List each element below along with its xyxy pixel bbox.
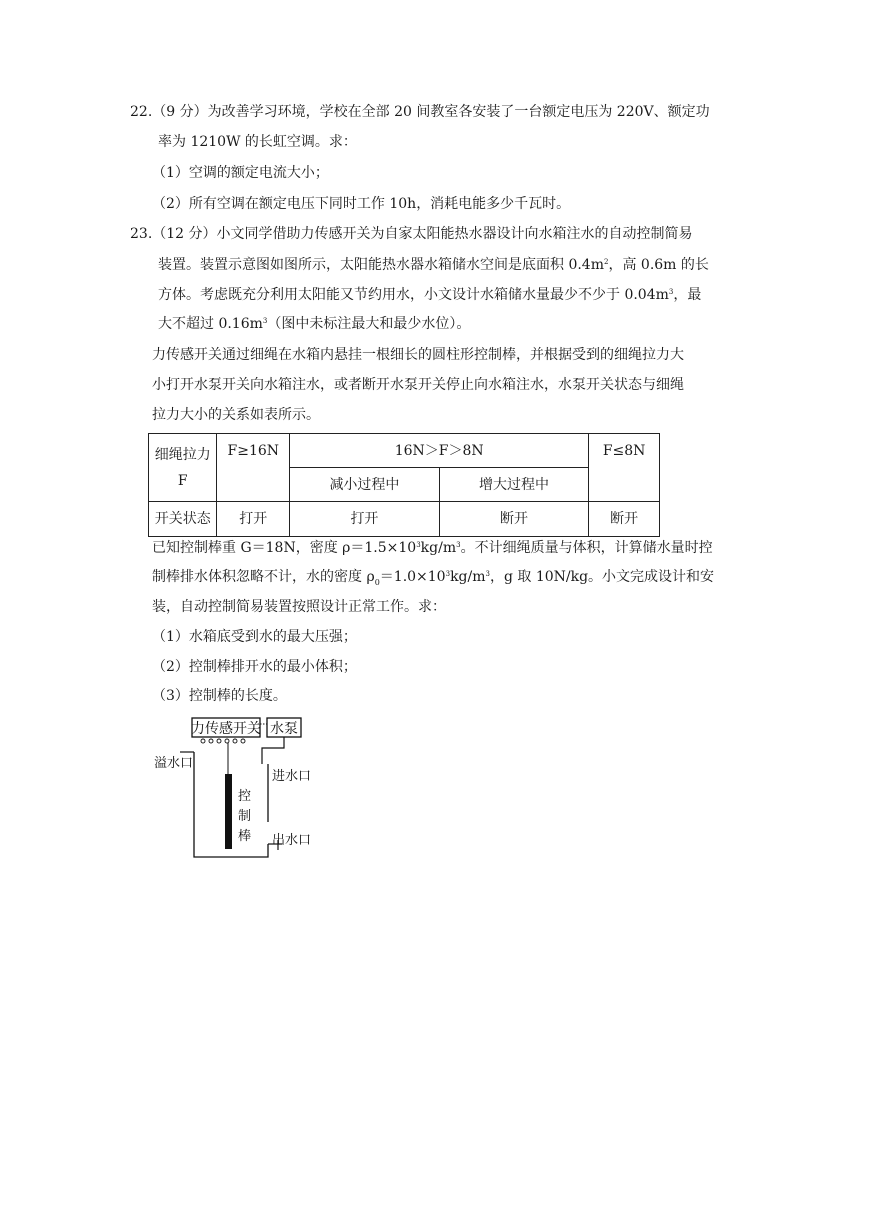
outlet-label: 出水口 [272,833,312,848]
table-col-increasing: 增大过程中 [439,468,589,502]
q23-known-line3: 装，自动控制简易装置按照设计正常工作。求： [152,599,446,615]
q23-line4: 大不超过 $0.16m^3$（图中未标注最大和最少水位）。 [158,316,471,332]
table-state-cell: 打开 [217,502,290,537]
table-state-cell: 断开 [439,502,589,537]
table-state-label: 开关状态 [149,502,217,537]
table-row-header: 细绳拉力 F [149,434,217,502]
q23-known-line2: 制棒排水体积忽略不计，水的密度 $\rho_0=1.0\times 10^3kg/m^3$，g 取 10N/kg。小文完成设计和安 [152,569,715,587]
table-col-ge16: F≥16N [217,434,290,502]
table-state-cell: 断开 [589,502,660,537]
q23-sub1: （1）水箱底受到水的最大压强； [152,629,357,645]
q23-sub2: （2）控制棒排开水的最小体积； [152,659,357,675]
terminal-dot [217,739,221,743]
pump-label: 水泵 [270,721,298,737]
rod-char: 制 [238,809,252,824]
q22-line1: 22.（9 分）为改善学习环境，学校在全部 20 间教室各安装了一台额定电压为 220V、额定功 [130,104,710,120]
q23-line3: 方体。考虑既充分利用太阳能又节约用水，小文设计水箱储水量最少不少于 $0.04m^3$，最 [158,287,702,303]
control-rod [225,774,232,849]
q22-sub2: （2）所有空调在额定电压下同时工作 10h，消耗电能多少千瓦时。 [152,196,571,212]
q23-sub3: （3）控制棒的长度。 [152,688,287,704]
terminal-dot [225,739,229,743]
q23-para2-line2: 小打开水泵开关向水箱注水，或者断开水泵开关停止向水箱注水，水泵开关状态与细绳 [152,377,684,393]
table-col-between: 16N＞F＞8N [290,434,589,468]
apparatus-diagram [150,712,320,864]
q22-line2: 率为 1210W 的长虹空调。求： [158,134,357,150]
q23-number: 23. [130,226,153,242]
q23-para2-line1: 力传感开关通过细绳在水箱内悬挂一根细长的圆柱形控制棒，并根据受到的细绳拉力大 [152,347,684,363]
q23-para2-line3: 拉力大小的关系如表所示。 [152,407,320,423]
table-col-decreasing: 减小过程中 [290,468,440,502]
terminal-dot [201,739,205,743]
rod-char: 控 [238,789,252,804]
terminal-dot [233,739,237,743]
inlet-pipe [262,737,284,764]
inlet-label: 进水口 [272,769,312,784]
q22-number: 22. [130,104,153,120]
switch-state-table [148,433,660,537]
terminal-dot [241,739,245,743]
terminal-dot [209,739,213,743]
q23-known-line1: 已知控制棒重 G＝18N，密度 $\rho=1.5\times 10^3kg/m^3$。不计细绳质量与体积，计算储水量时控 [152,540,713,556]
table-col-le8: F≤8N [589,434,660,502]
table-state-cell: 打开 [290,502,440,537]
q23-line1: 23.（12 分）小文同学借助力传感开关为自家太阳能热水器设计向水箱注水的自动控制简易 [130,226,693,242]
overflow-label: 溢水口 [154,756,194,771]
sensor-label: 力传感开关 [191,721,261,737]
q23-line2: 装置。装置示意图如图所示，太阳能热水器水箱储水空间是底面积 $0.4m^2$，高 0.6m 的长 [158,257,709,273]
q22-sub1: （1）空调的额定电流大小； [152,165,329,181]
rod-char: 棒 [238,829,252,844]
